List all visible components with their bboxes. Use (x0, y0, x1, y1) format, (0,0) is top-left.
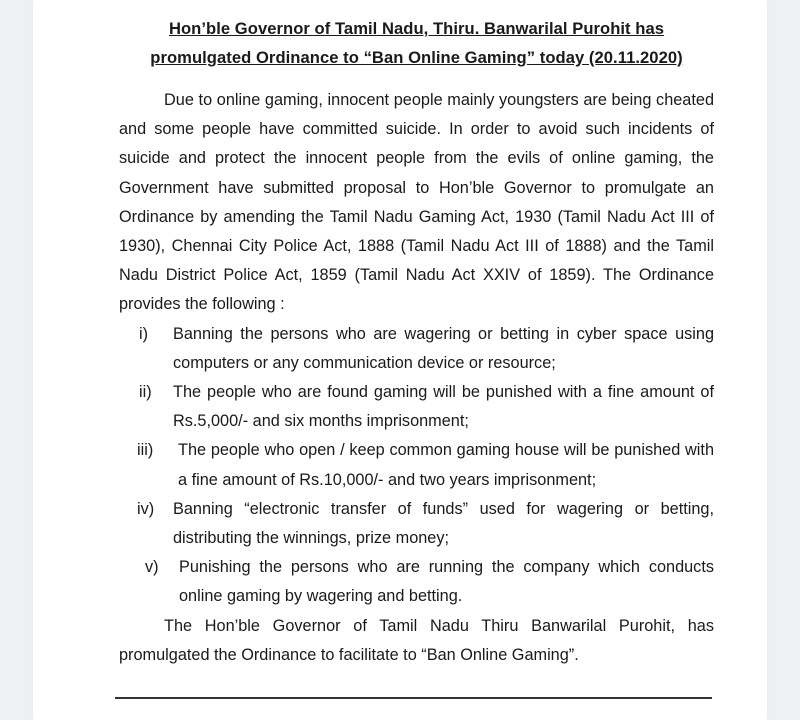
document-content (119, 14, 714, 670)
provision-marker: v) (145, 558, 159, 577)
provision-text: The people who open / keep common gaming house will be punished with a fine amount of Rs.10,000/- and two years imprisonment; (178, 441, 714, 489)
provision-text: The people who are found gaming will be punished with a fine amount of Rs.5,000/- and six months imprisonment; (173, 383, 714, 431)
provision-marker: iv) (137, 499, 155, 518)
horizontal-rule (115, 697, 712, 699)
document-title (119, 14, 714, 72)
closing-paragraph: The Hon’ble Governor of Tamil Nadu Thiru Banwarilal Purohit, has promulgated the Ordinance to facilitate to “Ban Online Gaming”. (119, 616, 714, 664)
title-line-2: promulgated Ordinance to “Ban Online Gaming” today (20.11.2020) (150, 48, 683, 67)
document-page (33, 0, 767, 720)
provision-item (119, 378, 714, 436)
provision-marker: i) (139, 324, 149, 343)
provision-marker: ii) (139, 383, 152, 402)
provision-text: Banning the persons who are wagering or betting in cyber space using computers or any communication device or resource; (173, 324, 714, 372)
provision-text: Banning “electronic transfer of funds” used for wagering or betting, distributing the winnings, prize money; (173, 499, 714, 548)
title-line-1: Hon’ble Governor of Tamil Nadu, Thiru. Banwarilal Purohit has (168, 19, 665, 38)
provision-marker: iii) (137, 441, 154, 460)
intro-paragraph: Due to online gaming, innocent people mainly youngsters are being cheated and some people have committed suicide. In order to avoid such incidents of suicide and protect the innocent people from the evils of online gaming, the Government have submitted proposal to Hon’ble Governor to promulgate an Ordinance by amending the Tamil Nadu Gaming Act, 1930 (Tamil Nadu Act III of 1930), Chennai City Police Act, 1888 (Tamil Nadu Act III of 1888) and the Tamil Nadu District Police Act, 1859 (Tamil Nadu Act XXIV of 1859). The Ordinance provides the following : (119, 91, 714, 314)
provision-item (119, 436, 714, 494)
provision-item (119, 495, 714, 553)
provision-item (119, 320, 714, 378)
provision-text: Punishing the persons who are running the company which conducts online gaming by wagering and betting. (179, 558, 714, 606)
provision-item (119, 553, 714, 611)
provisions-list (119, 320, 714, 612)
